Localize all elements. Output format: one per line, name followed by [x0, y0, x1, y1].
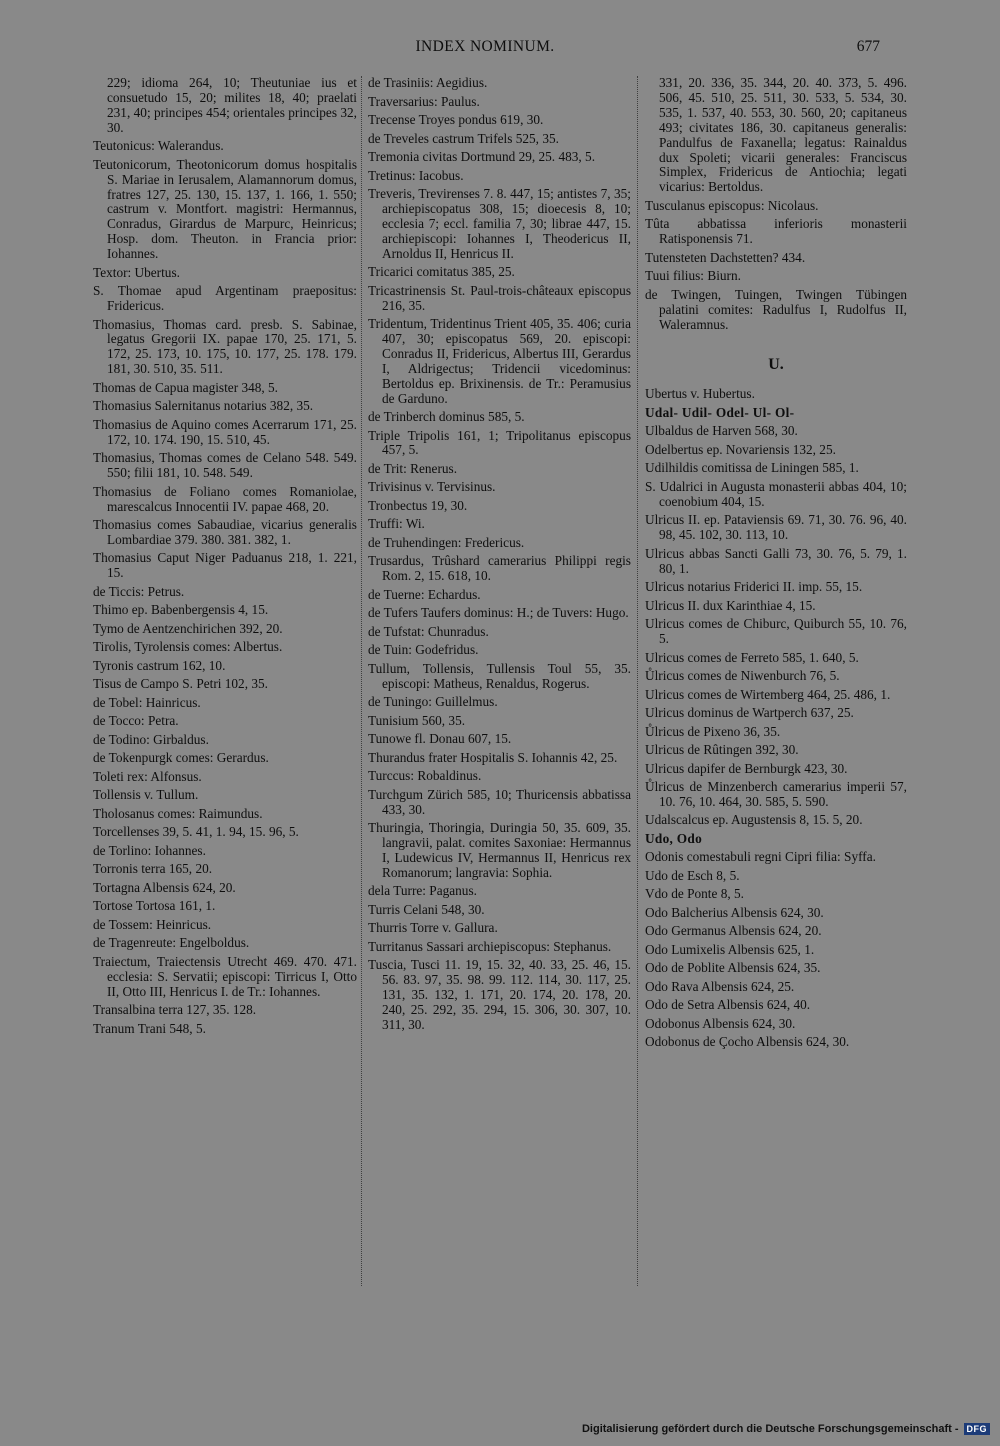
index-entry: de Treveles castrum Trifels 525, 35. — [368, 130, 559, 146]
index-entry: Udo de Esch 8, 5. — [645, 867, 740, 883]
index-entry: Trecense Troyes pondus 619, 30. — [368, 112, 544, 127]
index-entry: Ulricus comes de Wirtemberg 464, 25. 486, 1. — [645, 686, 891, 702]
index-entry: Treveris, Trevirenses 7. 8. 447, 15; antistes 7, 35; archiepiscopatus 308, 15; dioecesis 8, 10; ecclesia 7; eccl. familia 7, 30; librae 447, 15. archiepiscopi: Iohannes I, Theodericus II, Arnoldus II, Henricus II. — [368, 186, 631, 261]
index-entry: Traversarius: Paulus. — [368, 93, 480, 109]
index-entry: 229; idioma 264, 10; Theutuniae ius et consuetudo 15, 20; milites 18, 40; praelati 231, 40; principes 454; orientales principes 32, 30. — [107, 75, 357, 135]
index-entry: dela Turre: Paganus. — [368, 883, 477, 899]
index-entry: Thurandus frater Hospitalis S. Iohannis 42, 25. — [368, 749, 618, 765]
page-title: INDEX NOMINUM. — [415, 38, 555, 55]
index-entry: S. Thomae apud Argentinam praepositus: Fridericus. — [93, 283, 357, 314]
index-entry: Turccus: Robaldinus. — [368, 768, 482, 784]
index-entry: Tisus de Campo S. Petri 102, 35. — [93, 676, 268, 692]
index-heading: Udal- Udil- Odel- Ul- Ol- — [645, 404, 795, 420]
index-entry: Odo de Poblite Albensis 624, 35. — [645, 960, 821, 976]
index-entry: Ůlricus comes de Niwenburch 76, 5. — [645, 668, 840, 683]
index-entry: Ulricus comes de Chiburc, Quiburch 55, 10. 76, 5. — [645, 616, 907, 646]
index-entry: de Trasiniis: Aegidius. — [368, 75, 488, 90]
index-entry: Tricarici comitatus 385, 25. — [368, 264, 515, 280]
index-entry: Toleti rex: Alfonsus. — [93, 768, 202, 784]
index-entry: 331, 20. 336, 35. 344, 20. 40. 373, 5. 496. 506, 45. 510, 25. 511, 30. 533, 5. 534, 30. 535, 1. 537, 40. 553, 30. 560, 20; capitaneus 493; civitates 186, 30. capitaneus generalis: Pandulfus de Faxanella; legatus: Rainaldus dux Spoleti; vicarii generales: Franciscus Simplex, Fridericus de Antiochia; legati vicarius: Bertoldus. — [659, 75, 907, 195]
index-entry: de Tuningo: Guillelmus. — [368, 694, 498, 710]
index-entry: Ubertus v. Hubertus. — [645, 386, 755, 402]
index-entry: Tronbectus 19, 30. — [368, 497, 468, 513]
index-entry: Thomasius de Aquino comes Acerrarum 171, 25. 172, 10. 174. 190, 15. 510, 45. — [93, 416, 357, 447]
index-entry: Odonis comestabuli regni Cipri filia: Syffa. — [645, 849, 876, 865]
index-entry: Vdo de Ponte 8, 5. — [645, 886, 744, 902]
index-entry: S. Udalrici in Augusta monasterii abbas 404, 10; coenobium 404, 15. — [645, 478, 907, 509]
index-entry: de Torlino: Iohannes. — [93, 842, 206, 858]
index-entry: Tusculanus episcopus: Nicolaus. — [645, 197, 819, 213]
index-entry: de Tuin: Godefridus. — [368, 642, 479, 658]
index-entry: Tranum Trani 548, 5. — [93, 1020, 206, 1036]
index-entry: Thomas de Capua magister 348, 5. — [93, 379, 279, 395]
index-entry: Trivisinus v. Tervisinus. — [368, 479, 496, 495]
index-entry: Turritanus Sassari archiepiscopus: Stephanus. — [368, 938, 612, 954]
index-entry: Thomasius Salernitanus notarius 382, 35. — [93, 398, 314, 414]
index-entry: Ulricus notarius Friderici II. imp. 55, 15. — [645, 579, 863, 595]
index-entry: de Todino: Girbaldus. — [93, 731, 209, 747]
index-entry: de Trinberch dominus 585, 5. — [368, 409, 525, 425]
index-entry: Odo Germanus Albensis 624, 20. — [645, 923, 822, 939]
funding-footer — [582, 1420, 990, 1438]
index-entry: de Tokenpurgk comes: Gerardus. — [93, 750, 269, 766]
index-entry: de Tossem: Heinricus. — [93, 916, 212, 932]
index-entry: Odo Lumixelis Albensis 625, 1. — [645, 941, 815, 957]
page-header — [90, 38, 880, 64]
index-entry: Tymo de Aentzenchirichen 392, 20. — [93, 620, 283, 636]
index-entry: Tunisium 560, 35. — [368, 712, 466, 728]
index-entry: Tûta abbatissa inferioris monasterii Ratisponensis 71. — [645, 216, 907, 247]
index-entry: Teutonicorum, Theotonicorum domus hospitalis S. Mariae in Ierusalem, Alamannorum domus, fratres 127, 25. 130, 15. 137, 1. 166, 1. 550; castrum v. Montfort. magistri: Hermannus, Conradus, Girardus de Marpurc, Heinricus; Hosp. dom. Theuton. in Francia prior: Iohannes. — [93, 156, 357, 262]
index-entry: Tutensteten Dachstetten? 434. — [645, 249, 806, 265]
index-entry: Tretinus: Iacobus. — [368, 167, 464, 183]
column-divider — [637, 76, 638, 1286]
dfg-logo-icon: DFG — [964, 1423, 991, 1435]
index-entry: Thomasius, Thomas comes de Celano 548. 549. 550; filii 181, 10. 548. 549. — [93, 450, 357, 481]
footer-text: Digitalisierung gefördert durch die Deutsche Forschungsgemeinschaft - — [581, 1423, 959, 1435]
index-entry: Thuringia, Thoringia, Duringia 50, 35. 609, 35. langravii, palat. comites Saxoniae: Hermannus I, Ludewicus IV, Hermannus II, Henricus rex Romanorum; langravia: Sophia. — [368, 820, 631, 880]
index-column-1 — [93, 76, 357, 1040]
index-entry: Tunowe fl. Donau 607, 15. — [368, 731, 512, 747]
index-entry: Thomasius, Thomas card. presb. S. Sabinae, legatus Gregorii IX. papae 170, 25. 171, 5. 172, 25. 173, 10. 175, 10. 177, 25. 178. 179. 181, 30. 510, 35. 511. — [93, 316, 357, 377]
index-entry: Tirolis, Tyrolensis comes: Albertus. — [93, 639, 283, 655]
index-entry: Turris Celani 548, 30. — [368, 901, 485, 917]
index-entry: Udilhildis comitissa de Liningen 585, 1. — [645, 460, 859, 476]
index-entry: Textor: Ubertus. — [93, 264, 180, 280]
index-entry: de Tuerne: Echardus. — [368, 586, 481, 602]
index-entry: Tridentum, Tridentinus Trient 405, 35. 406; curia 407, 30; episcopatus 569, 20. episcopi: Conradus II, Fridericus, Albertus III, Gerardus I, Aldrigectus; Tridencii vicedominus: Bertoldus ep. Brixinensis. de Tr.: Peramusius de Garduno. — [368, 316, 631, 406]
index-column-2 — [368, 76, 631, 1037]
index-entry: de Tufstat: Chunradus. — [368, 623, 489, 639]
page-number: 677 — [856, 38, 880, 55]
index-entry: de Trit: Renerus. — [368, 460, 458, 476]
index-entry: Turchgum Zürich 585, 10; Thuricensis abbatissa 433, 30. — [368, 786, 631, 817]
index-entry: Tyronis castrum 162, 10. — [93, 657, 226, 673]
index-entry: Udalscalcus ep. Augustensis 8, 15. 5, 20. — [645, 812, 863, 828]
index-entry: Odo Rava Albensis 624, 25. — [645, 978, 795, 994]
index-entry: de Twingen, Tuingen, Twingen Tübingen palatini comites: Radulfus I, Rudolfus II, Waleramnus. — [645, 286, 907, 332]
index-entry: de Tocco: Petra. — [93, 713, 179, 729]
index-entry: Traiectum, Traiectensis Utrecht 469. 470. 471. ecclesia: S. Servatii; episcopi: Tirricus I, Otto II, Otto III, Henricus I. de Tr.: Iohannes. — [93, 953, 357, 999]
index-entry: Tortose Tortosa 161, 1. — [93, 898, 216, 914]
index-entry: Odobonus de Çocho Albensis 624, 30. — [645, 1034, 850, 1050]
column-divider — [361, 76, 362, 1286]
index-entry: Tremonia civitas Dortmund 29, 25. 483, 5. — [368, 149, 596, 164]
index-entry: Tuui filius: Biurn. — [645, 268, 741, 284]
index-entry: Ulricus dominus de Wartperch 637, 25. — [645, 705, 854, 720]
index-entry: Thimo ep. Babenbergensis 4, 15. — [93, 602, 269, 618]
index-entry: Ulricus II. dux Karinthiae 4, 15. — [645, 597, 816, 613]
index-entry: Tortagna Albensis 624, 20. — [93, 879, 236, 895]
index-entry: de Ticcis: Petrus. — [93, 583, 185, 599]
index-entry: Tuscia, Tusci 11. 19, 15. 32, 40. 33, 25. 46, 15. 56. 83. 97, 35. 98. 99. 112. 114, 30. 117, 25. 131, 35. 132, 1. 171, 20. 174, 20. 178, 20. 240, 25. 292, 35. 294, 15. 306, 30. 307, 10. 311, 30. — [368, 957, 631, 1033]
index-entry: Odobonus Albensis 624, 30. — [645, 1015, 796, 1031]
section-letter: U. — [768, 356, 784, 374]
index-entry: de Tragenreute: Engelboldus. — [93, 935, 250, 951]
index-entry: Tricastrinensis St. Paul-trois-châteaux episcopus 216, 35. — [368, 282, 631, 313]
index-entry: de Truhendingen: Fredericus. — [368, 534, 525, 550]
index-entry: Thurris Torre v. Gallura. — [368, 920, 498, 936]
index-entry: Torronis terra 165, 20. — [93, 861, 213, 877]
index-entry: Ulricus comes de Ferreto 585, 1. 640, 5. — [645, 649, 859, 665]
index-entry: Ulricus dapifer de Bernburgk 423, 30. — [645, 760, 848, 776]
index-entry: Odo Balcherius Albensis 624, 30. — [645, 904, 824, 920]
index-entry: Ulbaldus de Harven 568, 30. — [645, 423, 798, 439]
index-entry: Ulricus de Rûtingen 392, 30. — [645, 742, 799, 757]
index-entry: Ulricus abbas Sancti Galli 73, 30. 76, 5. 79, 1. 80, 1. — [645, 545, 907, 576]
index-entry: Ůlricus de Minzenberch camerarius imperii 57, 10. 76, 10. 464, 30. 585, 5. 590. — [645, 779, 907, 809]
index-entry: Triple Tripolis 161, 1; Tripolitanus episcopus 457, 5. — [368, 427, 631, 458]
index-entry: de Tobel: Hainricus. — [93, 694, 201, 710]
index-entry: de Tufers Taufers dominus: H.; de Tuvers: Hugo. — [368, 605, 629, 621]
index-entry: Trusardus, Trûshard camerarius Philippi regis Rom. 2, 15. 618, 10. — [368, 553, 631, 584]
index-column-3-top — [645, 76, 907, 332]
index-entry: Tholosanus comes: Raimundus. — [93, 805, 263, 821]
index-entry: Odo de Setra Albensis 624, 40. — [645, 997, 811, 1013]
index-entry: Tullum, Tollensis, Tullensis Toul 55, 35. episcopi: Matheus, Renaldus, Rogerus. — [368, 660, 631, 691]
index-column-3 — [645, 76, 907, 1054]
index-entry: Thomasius de Foliano comes Romaniolae, marescalcus Innocentii IV. papae 468, 20. — [93, 483, 357, 514]
index-entry: Transalbina terra 127, 35. 128. — [93, 1002, 257, 1018]
index-heading: Udo, Odo — [645, 830, 703, 846]
index-entry: Thomasius comes Sabaudiae, vicarius generalis Lombardiae 379. 380. 381. 382, 1. — [93, 517, 357, 547]
index-entry: Truffi: Wi. — [368, 516, 425, 532]
index-entry: Tollensis v. Tullum. — [93, 787, 199, 803]
index-entry: Thomasius Caput Niger Paduanus 218, 1. 221, 15. — [93, 550, 357, 581]
index-entry: Teutonicus: Walerandus. — [93, 138, 224, 154]
index-entry: Odelbertus ep. Novariensis 132, 25. — [645, 441, 836, 457]
index-entry: Torcellenses 39, 5. 41, 1. 94, 15. 96, 5. — [93, 824, 299, 840]
index-column-3-bottom — [645, 387, 907, 1050]
index-entry: Ůlricus de Pixeno 36, 35. — [645, 723, 781, 739]
index-entry: Ulricus II. ep. Pataviensis 69. 71, 30. 76. 96, 40. 98, 45. 102, 30. 113, 10. — [645, 512, 907, 543]
